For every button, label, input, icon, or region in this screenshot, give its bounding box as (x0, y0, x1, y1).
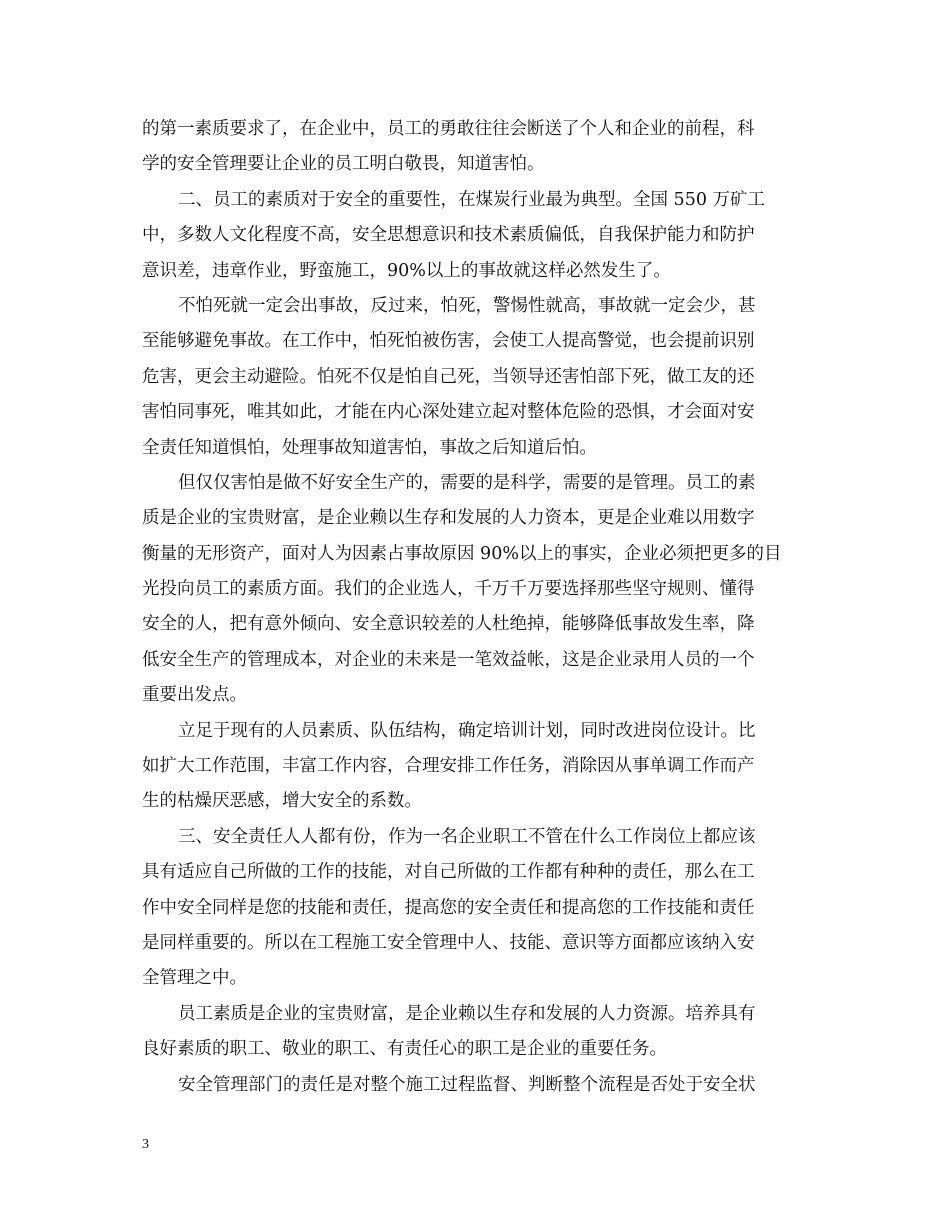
text-line: 危害，更会主动避险。怕死不仅是怕自己死，当领导还害怕部下死，做工友的还 (142, 366, 755, 387)
text-line: 如扩大工作范围，丰富工作内容，合理安排工作任务，消除因从事单调工作而产 (142, 756, 755, 777)
paragraph-7 (142, 997, 808, 1068)
text-line: 全管理之中。 (142, 968, 247, 989)
text-line: 质是企业的宝贵财富，是企业赖以生存和发展的人力资本，更是企业难以用数字 (142, 508, 755, 529)
text-line: 低安全生产的管理成本，对企业的未来是一笔效益帐，这是企业录用人员的一个 (142, 649, 755, 670)
paragraph-6 (142, 820, 808, 997)
text-line: 衡量的无形资产，面对人为因素占事故原因 90%以上的事实，企业必须把更多的目 (142, 543, 782, 564)
text-line: 至能够避免事故。在工作中，怕死怕被伤害，会使工人提高警觉，也会提前识别 (142, 331, 755, 352)
paragraph-3 (142, 289, 808, 466)
paragraph-8 (142, 1068, 808, 1103)
text-line: 不怕死就一定会出事故，反过来，怕死，警惕性就高，事故就一定会少，甚 (178, 295, 756, 316)
text-line: 重要出发点。 (142, 685, 247, 706)
text-line: 的第一素质要求了，在企业中，员工的勇敢往往会断送了个人和企业的前程，科 (142, 119, 755, 139)
paragraph-4 (142, 466, 808, 714)
text-line: 安全的人，把有意外倾向、安全意识较差的人杜绝掉，能够降低事故发生率，降 (142, 614, 755, 635)
text-line: 良好素质的职工、敬业的职工、有责任心的职工是企业的重要任务。 (142, 1039, 667, 1060)
paragraph-2 (142, 183, 808, 289)
text-line: 立足于现有的人员素质、队伍结构，确定培训计划，同时改进岗位设计。比 (178, 720, 756, 741)
text-line: 具有适应自己所做的工作的技能，对自己所做的工作都有种种的责任，那么在工 (142, 862, 755, 883)
text-line: 安全管理部门的责任是对整个施工过程监督、判断整个流程是否处于安全状 (178, 1074, 756, 1095)
text-line: 生的枯燥厌恶感，增大安全的系数。 (142, 791, 422, 812)
text-line: 是同样重要的。所以在工程施工安全管理中人、技能、意识等方面都应该纳入安 (142, 932, 755, 953)
text-line: 全责任知道惧怕，处理事故知道害怕，事故之后知道后怕。 (142, 437, 597, 458)
paragraph-1 (142, 112, 808, 183)
text-line: 害怕同事死，唯其如此，才能在内心深处建立起对整体危险的恐惧，才会面对安 (142, 402, 755, 423)
document-body (142, 112, 808, 1103)
text-line: 但仅仅害怕是做不好安全生产的，需要的是科学，需要的是管理。员工的素 (178, 472, 756, 493)
text-line: 二、员工的素质对于安全的重要性，在煤炭行业最为典型。全国 550 万矿工 (178, 189, 766, 210)
text-line: 员工素质是企业的宝贵财富，是企业赖以生存和发展的人力资源。培养具有 (178, 1003, 756, 1024)
text-line: 三、安全责任人人都有份，作为一名企业职工不管在什么工作岗位上都应该 (178, 826, 756, 847)
paragraph-5 (142, 714, 808, 820)
text-line: 学的安全管理要让企业的员工明白敬畏，知道害怕。 (142, 154, 545, 175)
page-number: 3 (142, 1137, 149, 1152)
text-line: 作中安全同样是您的技能和责任，提高您的安全责任和提高您的工作技能和责任 (142, 897, 755, 918)
text-line: 中，多数人文化程度不高，安全思想意识和技术素质偏低，自我保护能力和防护 (142, 225, 755, 246)
text-line: 光投向员工的素质方面。我们的企业选人，千万千万要选择那些坚守规则、懂得 (142, 579, 755, 600)
text-line: 意识差，违章作业，野蛮施工，90%以上的事故就这样必然发生了。 (142, 260, 671, 281)
